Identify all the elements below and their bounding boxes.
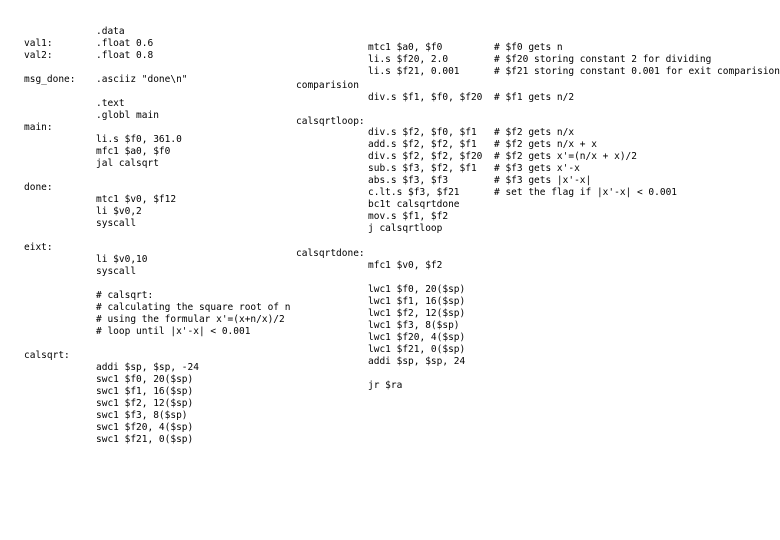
- label-calsqrt: calsqrt:: [24, 350, 70, 361]
- code-line: addi $sp, $sp, 24: [368, 356, 466, 367]
- comment-line: # $f0 gets n: [494, 42, 563, 53]
- comment-line: # $f2 gets n/x + x: [494, 139, 597, 150]
- comment-line: # $f2 gets x'=(n/x + x)/2: [494, 151, 637, 162]
- code-line: li $v0,2: [96, 206, 142, 217]
- code-line: mtc1 $a0, $f0: [368, 42, 443, 53]
- code-line: swc1 $f2, 12($sp): [96, 398, 194, 409]
- code-line: div.s $f2, $f0, $f1: [368, 127, 477, 138]
- init-comment-block: [494, 42, 780, 78]
- code-line: lwc1 $f2, 12($sp): [368, 308, 466, 319]
- code-line: j calsqrtloop: [368, 223, 443, 234]
- div-code-line: div.s $f1, $f0, $f20: [368, 92, 483, 103]
- code-line: sub.s $f3, $f2, $f1: [368, 163, 477, 174]
- code-line: li.s $f21, 0.001: [368, 66, 460, 77]
- div-comment-line: # $f1 gets n/2: [494, 92, 575, 103]
- comment-block: [96, 290, 290, 338]
- label-calsqrtloop: calsqrtloop:: [296, 116, 365, 127]
- code-line: swc1 $f0, 20($sp): [96, 374, 194, 385]
- code-line: swc1 $f21, 0($sp): [96, 434, 194, 445]
- data-directive: .data: [96, 26, 125, 37]
- done-code-block: [96, 194, 176, 230]
- comment-line: # $f2 gets n/x: [494, 127, 575, 138]
- code-line: syscall: [96, 266, 137, 277]
- comment-line: # using the formular x'=(x+n/x)/2: [96, 314, 285, 325]
- code-line: mtc1 $v0, $f12: [96, 194, 177, 205]
- code-line: abs.s $f3, $f3: [368, 175, 449, 186]
- loop-code-block: [368, 127, 482, 235]
- code-line: add.s $f2, $f2, $f1: [368, 139, 477, 150]
- code-line: bc1t calsqrtdone: [368, 199, 460, 210]
- asciiz-directive: .asciiz "done\n": [96, 74, 188, 85]
- code-line: swc1 $f3, 8($sp): [96, 410, 188, 421]
- main-code-block: [96, 134, 182, 170]
- label-val1: val1:: [24, 38, 53, 49]
- code-line: lwc1 $f1, 16($sp): [368, 296, 466, 307]
- init-code-block: [368, 42, 460, 78]
- code-line: div.s $f2, $f2, $f20: [368, 151, 483, 162]
- globl-directive: .globl main: [96, 110, 159, 121]
- code-line: li.s $f20, 2.0: [368, 54, 449, 65]
- code-line: li $v0,10: [96, 254, 148, 265]
- code-line: addi $sp, $sp, -24: [96, 362, 199, 373]
- code-line: lwc1 $f20, 4($sp): [368, 332, 466, 343]
- comment-line: # calsqrt:: [96, 290, 154, 301]
- text-directive: .text: [96, 98, 125, 109]
- exit-code-block: [96, 254, 147, 278]
- label-comparision: comparision: [296, 80, 359, 91]
- comment-line: # set the flag if |x'-x| < 0.001: [494, 187, 678, 198]
- label-done: done:: [24, 182, 53, 193]
- comment-line: # calculating the square root of n: [96, 302, 291, 313]
- code-line: li.s $f0, 361.0: [96, 134, 182, 145]
- comment-line: # $f20 storing constant 2 for dividing: [494, 54, 712, 65]
- float-val2: .float 0.8: [96, 50, 154, 61]
- comment-line: # $f3 gets |x'-x|: [494, 175, 592, 186]
- jr-line: jr $ra: [368, 380, 403, 391]
- code-line: jal calsqrt: [96, 158, 159, 169]
- restore-code-block: [368, 284, 465, 368]
- code-line: syscall: [96, 218, 137, 229]
- code-line: mfc1 $a0, $f0: [96, 146, 171, 157]
- code-line: lwc1 $f0, 20($sp): [368, 284, 466, 295]
- label-msg-done: msg_done:: [24, 74, 76, 85]
- label-val2: val2:: [24, 50, 53, 61]
- float-val1: .float 0.6: [96, 38, 154, 49]
- code-line: lwc1 $f21, 0($sp): [368, 344, 466, 355]
- code-line: c.lt.s $f3, $f21: [368, 187, 460, 198]
- code-line: swc1 $f20, 4($sp): [96, 422, 194, 433]
- loop-comment-block: [494, 127, 677, 199]
- calsqrt-code-block: [96, 362, 199, 446]
- code-line: mov.s $f1, $f2: [368, 211, 449, 222]
- code-line: lwc1 $f3, 8($sp): [368, 320, 460, 331]
- label-main: main:: [24, 122, 53, 133]
- label-eixt: eixt:: [24, 242, 53, 253]
- comment-line: # loop until |x'-x| < 0.001: [96, 326, 251, 337]
- code-line: swc1 $f1, 16($sp): [96, 386, 194, 397]
- done-mfc1-line: mfc1 $v0, $f2: [368, 260, 443, 271]
- comment-line: # $f3 gets x'-x: [494, 163, 580, 174]
- comment-line: # $f21 storing constant 0.001 for exit comparision: [494, 66, 780, 77]
- label-calsqrtdone: calsqrtdone:: [296, 248, 365, 259]
